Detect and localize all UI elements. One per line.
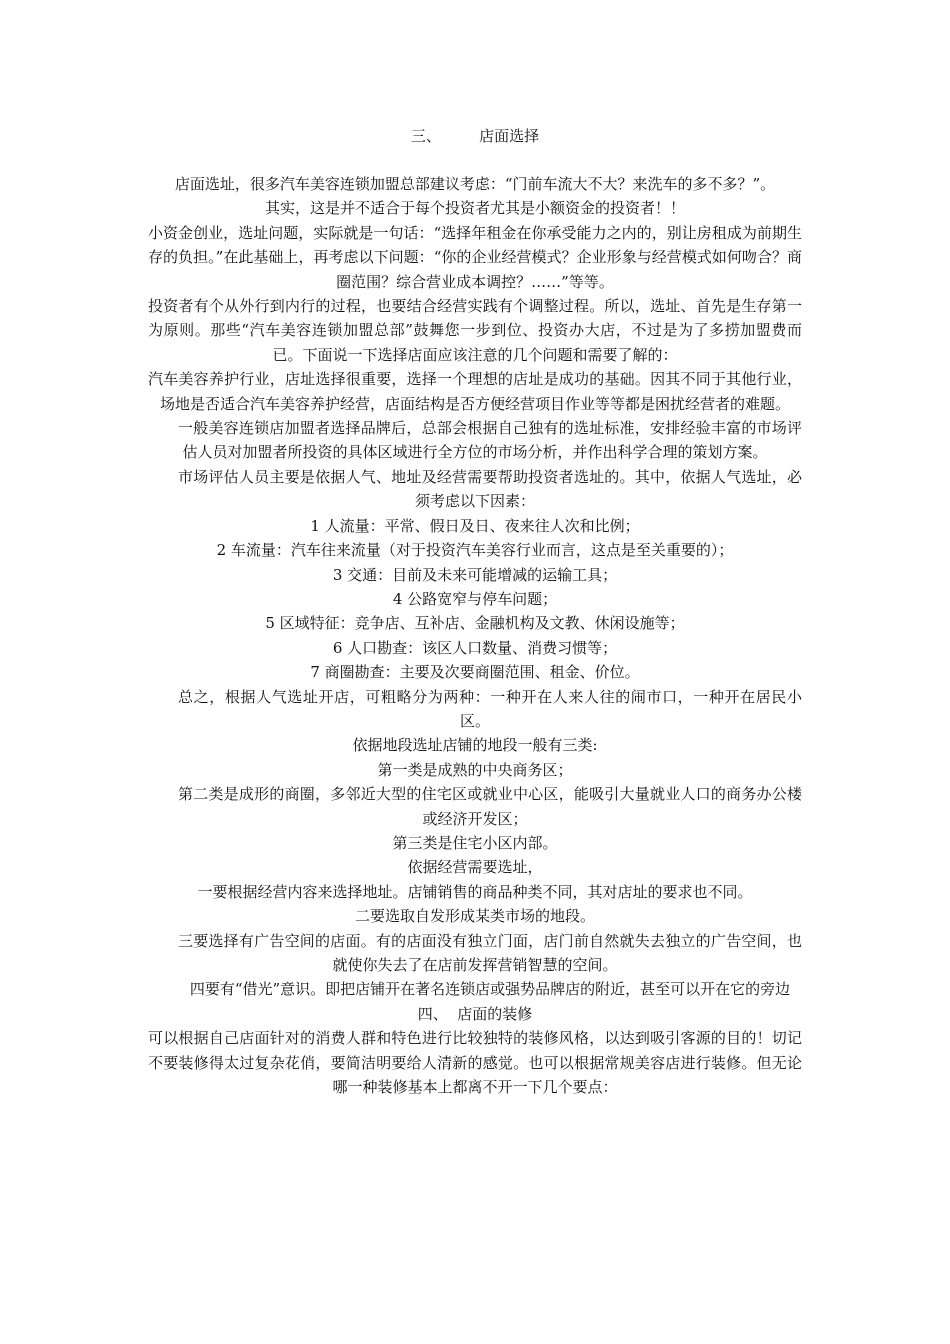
section-heading: 四、 店面的装修 xyxy=(417,1004,533,1023)
paragraph: 市场评估人员主要是依据人气、地址及经营需要帮助投资者选址的。其中，依据人气选址，必须考虑以下因素： xyxy=(178,467,802,511)
paragraph: 依据地段选址店铺的地段一般有三类: xyxy=(352,736,598,755)
paragraph: 一般美容连锁店加盟者选择品牌后，总部会根据自己独有的选址标准，安排经验丰富的市场评估人员对加盟者所投资的具体区域进行全方位的市场分析，并作出科学合理的策划方案。 xyxy=(178,419,802,462)
list-item: 2 车流量：汽车往来流量（对于投资汽车美容行业而言，这点是至关重要的）； xyxy=(216,541,734,560)
paragraph: 可以根据自己店面针对的消费人群和特色进行比较独特的装修风格，以达到吸引客源的目的！切记不要装修得太过复杂花俏，要简洁明要给人清新的感觉。也可以根据常规美容店进行装修。但无论哪一种装修基本上都离不开一下几个要点： xyxy=(148,1029,802,1097)
list-item: 3 交通：目前及未来可能增减的运输工具； xyxy=(332,565,618,584)
list-item: 四要有“借光”意识。即把店铺开在著名连锁店或强势品牌店的附近，甚至可以开在它的旁边 xyxy=(189,980,791,999)
list-item: 6 人口勘查：该区人口数量、消费习惯等； xyxy=(332,638,618,657)
list-item: 第二类是成形的商圈，多邻近大型的住宅区或就业中心区，能吸引大量就业人口的商务办公楼或经济开发区； xyxy=(178,785,802,828)
paragraph: 投资者有个从外行到内行的过程，也要结合经营实践有个调整过程。所以，选址、首先是生存第一为原则。那些“汽车美容连锁加盟总部”鼓舞您一步到位、投资办大店，不过是为了多捞加盟费而已。下面说一下选择店面应该注意的几个问题和需要了解的： xyxy=(148,297,802,364)
list-item: 1 人流量：平常、假日及日、夜来往人次和比例； xyxy=(310,516,640,535)
section-heading: 三、 店面选择 xyxy=(410,127,540,145)
list-item: 7 商圈勘查：主要及次要商圈范围、租金、价位。 xyxy=(310,663,640,682)
list-item: 第一类是成熟的中央商务区； xyxy=(377,760,573,779)
document-page xyxy=(148,0,802,1344)
paragraph: 小资金创业，选址问题，实际就是一句话：“选择年租金在你承受能力之内的，别让房租成为前期生存的负担。”在此基础上，再考虑以下问题：“你的企业经营模式？企业形象与经营模式如何吻合？商圈范围？综合营业成本调控？……”等等。 xyxy=(148,223,802,291)
paragraph: 依据经营需要选址， xyxy=(407,858,543,877)
list-item: 4 公路宽窄与停车问题； xyxy=(392,589,558,608)
paragraph: 其实，这是并不适合于每个投资者尤其是小额资金的投资者！！ xyxy=(264,199,685,218)
list-item: 第三类是住宅小区内部。 xyxy=(392,833,558,852)
list-item: 5 区域特征：竞争店、互补店、金融机构及文教、休闲设施等； xyxy=(265,614,685,633)
paragraph: 店面选址，很多汽车美容连锁加盟总部建议考虑：“门前车流大不大？来洗车的多不多？”。 xyxy=(174,175,776,193)
list-item: 一要根据经营内容来选择地址。店铺销售的商品种类不同，其对店址的要求也不同。 xyxy=(197,882,753,901)
list-item: 二要选取自发形成某类市场的地段。 xyxy=(354,907,595,926)
paragraph: 汽车美容养护行业，店址选择很重要，选择一个理想的店址是成功的基础。因其不同于其他行业，场地是否适合汽车美容养护经营，店面结构是否方便经营项目作业等等都是困扰经营者的难题。 xyxy=(148,370,802,413)
paragraph: 总之，根据人气选址开店，可粗略分为两种：一种开在人来人往的闹市口，一种开在居民小区。 xyxy=(178,687,802,730)
document-body xyxy=(148,172,802,1099)
list-item: 三要选择有广告空间的店面。有的店面没有独立门面，店门前自然就失去独立的广告空间，也就使你失去了在店前发挥营销智慧的空间。 xyxy=(178,931,802,974)
